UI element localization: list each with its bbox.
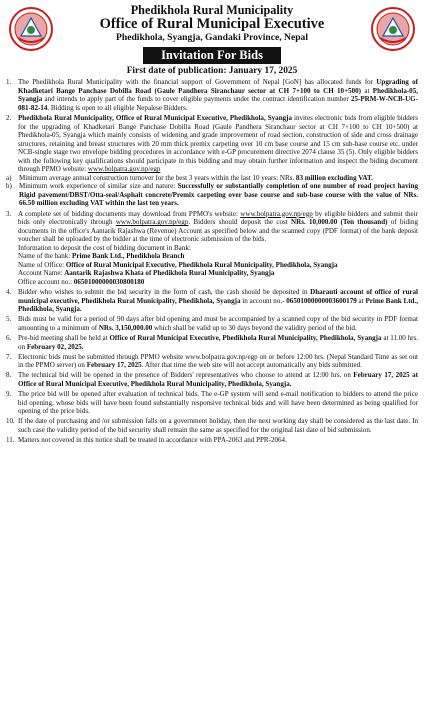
- bold-text: Office of Rural Municipal Executive, Phedikhola Rural Municipality, Phedikhola, Syangja: [109, 334, 382, 343]
- bold-text: Phedikhola Rural Municipality, Office of Rural Municipal Executive, Phedikhola, Syangja: [18, 113, 293, 122]
- body-text: . Bidding is open to all eligible Nepalese Bidders.: [47, 103, 188, 112]
- body-text: Name of the bank:: [18, 252, 73, 261]
- publication-date: First date of publication: January 17, 2025: [126, 66, 298, 77]
- body-text: of biding documents in the office's Aantarik Rajashwa (Revenue) Account as specified below and the scanned copy (PDF format) of the bank deposit voucher shall be uploaded by the bidder at the time of electronic submission of the bids.: [18, 218, 418, 244]
- item-number: 6.: [6, 334, 12, 343]
- item-number: 11.: [6, 436, 15, 444]
- body-text: Bidder who wishes to submit the bid security in the form of cash, the cash should be deposited in: [18, 288, 311, 297]
- item-number: 2.: [6, 113, 12, 122]
- bold-text: February 02, 2025.: [26, 342, 84, 351]
- body-text: Matters not covered in this notice shall be treated in accordance with PPA-2063 and PPR-2064.: [18, 436, 287, 444]
- body-text: in account no.-: [240, 296, 287, 305]
- body-text: The technical bid will be opened in the presence of Bidders' representatives who choose to attend at 12:00 hrs. on: [18, 371, 354, 380]
- item-text: [18, 78, 418, 112]
- body-text: Name of Office:: [18, 260, 66, 269]
- body-text: Minimum work experience of similar size and nature:: [19, 182, 178, 191]
- body-text: at 11.00 hrs. on: [18, 334, 419, 351]
- body-text: at: [361, 86, 373, 95]
- item-text: [18, 288, 418, 314]
- item-text: [18, 353, 418, 370]
- deposit-info-line: [18, 244, 418, 253]
- item-text: [18, 371, 418, 388]
- website-link[interactable]: www.bolpatra.gov.np/egp: [87, 165, 161, 174]
- item-text: [18, 436, 418, 445]
- item-text: [18, 390, 418, 416]
- item-number: 10.: [6, 417, 15, 426]
- nepal-emblem-icon: [8, 6, 54, 52]
- website-link[interactable]: www.bolpatra.gov.np/egp: [115, 218, 189, 227]
- qualification-item: [6, 182, 418, 208]
- office-address: Phedikhola, Syangja, Gandaki Province, Nepal: [116, 31, 308, 43]
- item-text: [18, 114, 418, 174]
- body-text: Bids must be valid for a period of 90 days after bid opening and must be accompanied by a scanned copy of the bid security in PDF format amounting to a minimum of: [18, 315, 418, 332]
- notice-item: [6, 288, 418, 314]
- body-text: If the date of purchasing and /or submission falls on a government holiday, then the next working day shall be considered as the last date. In such case the validity period of the bid security shall remain the same as specified for the original last date of bid submission.: [18, 417, 418, 434]
- office-name: Office of Rural Municipal Executive: [99, 16, 325, 33]
- item-number: 5.: [6, 315, 12, 324]
- bold-text: Dharauti account of office of rural municipal executive, Phedikhola Rural Municipality, Phedikhola, Syangja: [18, 288, 418, 305]
- bold-text: Upgrading of Khadketari Bange Panchase Dobilla Road (Gaule Pandhera Siranchaur sector at CH 7+100 to CH 10+500): [18, 78, 418, 95]
- item-text: [19, 174, 418, 183]
- bold-text: February 17, 2025 at Office of Rural Municipal Executive, Phedikhola Rural Municipality, Phedikhola, Syangja.: [18, 371, 418, 388]
- body-text: The price bid will be opened after evaluation of technical bids. The e-GP system will send e-mail notification to bidders to attend the price bid opening, whose bids will have been found substantially responsive technical bids and will have been determined as being qualified for opening of the price bids.: [18, 390, 418, 416]
- bold-text: Office of Rural Municipal Executive, Phedikhola Rural Municipality, Phedikhola, Syangja: [65, 260, 338, 269]
- notice-item: [6, 315, 418, 332]
- item-text: [18, 417, 418, 434]
- bold-text: Aantarik Rajashwa Khata of Phedikhola Rural Municipality, Syangja: [64, 269, 275, 278]
- bold-text: NRs. 3,150,000.00: [98, 323, 153, 332]
- bold-text: Phedikhola-05, Syangja: [18, 86, 418, 104]
- item-text: [18, 315, 418, 332]
- item-number: 8.: [6, 371, 12, 380]
- body-text: The Phedikhola Rural Municipality with the financial support of Government of Nepal [GoN] has allocated funds for: [18, 78, 377, 87]
- body-text: A complete set of bidding documents may download from PPMO's website:: [18, 209, 241, 218]
- notice-item: [6, 210, 418, 287]
- deposit-info-line: [18, 261, 418, 270]
- item-number: 9.: [6, 390, 12, 399]
- item-number: a): [6, 173, 12, 182]
- body-text: Minimum average annual construction turnover for the best 3 years within the last 10 years: NRs.: [19, 173, 296, 182]
- notice-header: [6, 4, 418, 43]
- municipality-name: Phedikhola Rural Municipality: [130, 3, 294, 17]
- item-number: 7.: [6, 352, 12, 361]
- bold-text: Successfully or substantially completion of one number of road project having Rigid pavement/DBST/Otta-seal/Asphalt concrete/Premix carpeting over base course and sub-base course with the value of NRs. 66.50 million excluding VAT within the last ten years.: [19, 182, 419, 208]
- bold-text: NRs. 10,000.00 (Ten thousand): [291, 218, 388, 227]
- notice-item: [6, 390, 418, 416]
- bold-text: Prime Bank Ltd., Phedikhola Branch: [72, 252, 185, 261]
- website-link[interactable]: www.bolpatra.gov.np/egp: [240, 209, 313, 218]
- item-text: [18, 334, 418, 351]
- body-text: Information to deposit the cost of bidding document in Bank:: [18, 243, 191, 252]
- body-text: Pre-bid meeting shall be held at: [18, 334, 110, 343]
- bold-text: Prime Bank Ltd., Phedikhola, Syangja.: [18, 296, 418, 314]
- item-number: 3.: [6, 209, 12, 218]
- bold-text: 06501000000030800180: [73, 277, 145, 286]
- item-text: [18, 210, 418, 287]
- notice-item: [6, 334, 418, 351]
- body-text: Electronic bids must be submitted through PPMO website www.bolpatra.gov.np/egp on or before 12:00 hrs. (Nepal Standard Time as set out in the PPMO server) on: [18, 352, 418, 370]
- body-text: Account Name:: [18, 269, 65, 278]
- qualification-item: [6, 174, 418, 183]
- notice-item: [6, 353, 418, 370]
- body-text: which shall be valid up to 30 days beyond the validity period of the bid.: [152, 323, 357, 332]
- notice-item: [6, 78, 418, 112]
- item-number: 4.: [6, 288, 12, 297]
- bold-text: February 17, 2025: [86, 361, 142, 370]
- body-text: . After that time the web site will not accept automatically any bids submitted.: [141, 361, 362, 370]
- notice-body: [6, 78, 418, 444]
- body-text: invites electronic bids from eligible bidders for the upgrading of Khadketari Bange Panchase Dobilla Road (Gaule Pandhera Siranchaur sector at CH 7+100 to CH 10+500) at Phedikhola-05, Syangja which mainly consists of widening and grade improvement of road section, construction of side and cross drainage structures, retaining and breast structures with 20 mm thick premix carpeting over 10 cm base course and 15 cm sub-base course etc. under NCB-single stage two envelope bidding procedures in accordance with e-GP procurement directive 2074 clause 35 (5). Only eligible bidders with the following key qualifications should participate in this bidding and may obtain further information and inspect the biding document through PPMO website:: [18, 113, 419, 174]
- notice-item: [6, 114, 418, 174]
- notice-banner: Invitation For Bids: [143, 47, 281, 64]
- deposit-info-line: [18, 252, 418, 261]
- body-text: Office account no.:: [18, 277, 74, 286]
- body-text: . Bidders should deposit the cost: [188, 218, 292, 227]
- bold-text: 83 million excluding VAT.: [295, 173, 373, 182]
- item-text: [19, 182, 418, 208]
- body-text: by eligible bidders and submit their bids only electronically through: [18, 209, 418, 227]
- notice-item: [6, 371, 418, 388]
- item-number: b): [6, 182, 12, 191]
- bold-text: 06501000000003600179: [286, 296, 357, 305]
- notice-item: [6, 436, 418, 445]
- deposit-info-line: [18, 278, 418, 287]
- bold-text: 25-PRM-W-NCB-UG-081-82-14: [18, 95, 418, 112]
- deposit-info-line: [18, 269, 418, 278]
- nepal-emblem-icon: [370, 6, 416, 52]
- body-text: and intends to apply part of the funds to cover eligible payments under the contract identification number: [42, 95, 351, 104]
- notice-item: [6, 417, 418, 434]
- item-number: 1.: [6, 78, 12, 87]
- body-text: at: [356, 296, 366, 305]
